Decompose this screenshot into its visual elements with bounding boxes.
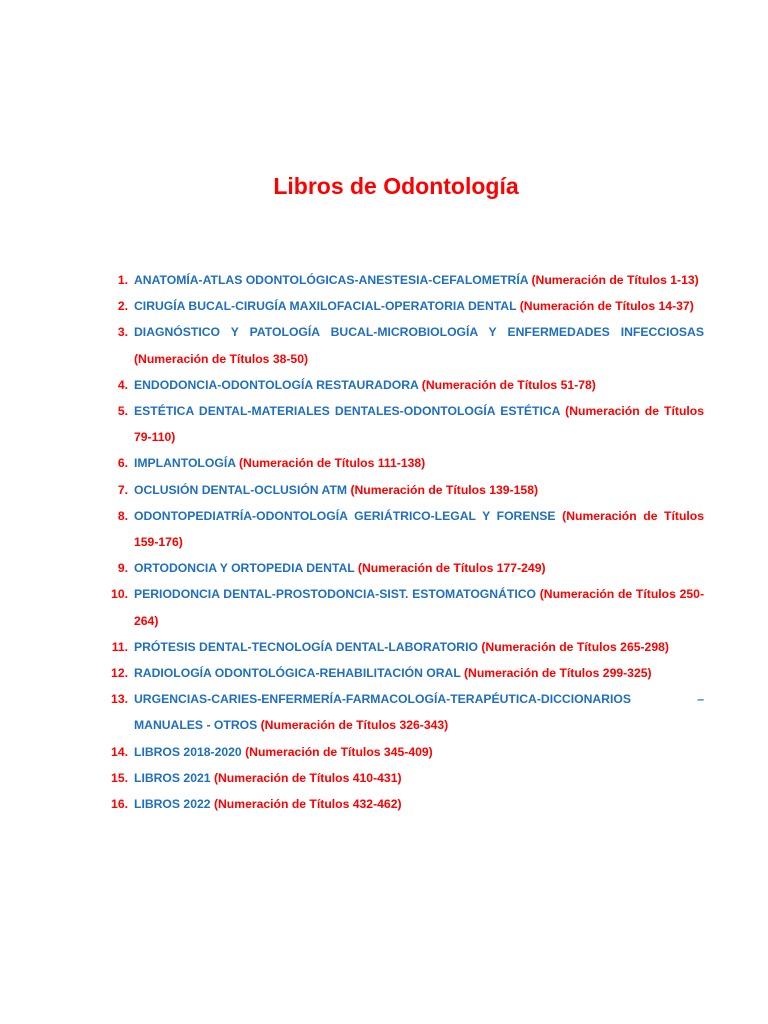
toc-item-topic-link[interactable]: ESTÉTICA DENTAL-MATERIALES DENTALES-ODONTOLOGÍA ESTÉTICA — [134, 404, 561, 419]
toc-item-topic-link[interactable]: CIRUGÍA BUCAL-CIRUGÍA MAXILOFACIAL-OPERATORIA DENTAL — [134, 299, 517, 314]
toc-item-number: 16. — [111, 797, 128, 812]
toc-item-topic-link[interactable]: OCLUSIÓN DENTAL-OCLUSIÓN ATM — [134, 482, 348, 497]
toc-item-range: (Numeración de Títulos 432-462) — [213, 797, 402, 812]
toc-item-number: 8. — [117, 508, 128, 523]
toc-item-range: (Numeración de Títulos 79-110) — [134, 404, 705, 445]
toc-item-number: 1. — [117, 273, 128, 287]
toc-item-number: 9. — [117, 561, 128, 576]
toc-item-topic-link[interactable]: ODONTOPEDIATRÍA-ODONTOLOGÍA GERIÁTRICO-LEGAL Y FORENSE — [134, 508, 556, 523]
toc-item-number: 4. — [117, 377, 128, 392]
toc-item-topic-link[interactable]: DIAGNÓSTICO Y PATOLOGÍA BUCAL-MICROBIOLOGÍA Y ENFERMEDADES INFECCIOSAS — [134, 325, 704, 340]
toc-item-12 — [108, 660, 704, 686]
toc-item-topic-link[interactable]: ANATOMÍA-ATLAS ODONTOLÓGICAS-ANESTESIA-CEFALOMETRÍA — [134, 273, 529, 287]
toc-item-1 — [108, 267, 704, 293]
toc-item-topic-link[interactable]: LIBROS 2021 — [134, 770, 211, 785]
toc-item-number: 6. — [117, 456, 128, 471]
toc-item-number: 10. — [111, 587, 128, 602]
toc-item-9 — [108, 555, 704, 581]
toc-item-5 — [108, 398, 704, 450]
toc-item-range: (Numeración de Títulos 139-158) — [350, 482, 539, 497]
toc-item-range: (Numeración de Títulos 51-78) — [421, 377, 596, 392]
toc-item-range: (Numeración de Títulos 265-298) — [481, 639, 669, 654]
toc-item-14 — [108, 739, 704, 765]
toc-item-number: 13. — [111, 692, 128, 707]
toc-item-11 — [108, 634, 704, 660]
toc-item-range: (Numeración de Títulos 410-431) — [213, 770, 402, 785]
toc-item-range: (Numeración de Títulos 111-138) — [238, 456, 426, 471]
toc-item-number: 2. — [117, 299, 128, 314]
toc-item-range: (Numeración de Títulos 14-37) — [519, 299, 694, 314]
toc-item-4 — [108, 372, 704, 398]
toc-item-range: (Numeración de Títulos 159-176) — [134, 508, 705, 550]
toc-item-range: (Numeración de Títulos 38-50) — [134, 351, 309, 366]
toc-item-topic-link[interactable]: URGENCIAS-CARIES-ENFERMERÍA-FARMACOLOGÍA-TERAPÉUTICA-DICCIONARIOS – MANUALES - OTROS — [134, 692, 704, 733]
toc-item-range: (Numeración de Títulos 299-325) — [463, 666, 652, 681]
toc-item-topic-link[interactable]: PRÓTESIS DENTAL-TECNOLOGÍA DENTAL-LABORATORIO — [134, 639, 478, 654]
toc-item-range: (Numeración de Títulos 345-409) — [245, 744, 433, 759]
toc-item-range: (Numeración de Títulos 250-264) — [134, 587, 705, 628]
toc-item-topic-link[interactable]: IMPLANTOLOGÍA — [134, 456, 236, 471]
toc-item-number: 12. — [111, 666, 128, 681]
toc-item-number: 11. — [111, 639, 128, 654]
page-title: Libros de Odontología — [273, 173, 519, 199]
toc-item-number: 14. — [111, 744, 128, 759]
toc-item-topic-link[interactable]: LIBROS 2022 — [134, 797, 211, 812]
toc-item-number: 15. — [111, 770, 128, 785]
toc-item-7 — [108, 477, 704, 503]
table-of-contents — [108, 267, 704, 817]
toc-item-topic-link[interactable]: PERIODONCIA DENTAL-PROSTODONCIA-SIST. ESTOMATOGNÁTICO — [134, 587, 536, 602]
toc-item-topic-link[interactable]: RADIOLOGÍA ODONTOLÓGICA-REHABILITACIÓN ORAL — [134, 666, 461, 681]
toc-item-topic-link[interactable]: ORTODONCIA Y ORTOPEDIA DENTAL — [134, 561, 355, 576]
toc-item-10 — [108, 581, 704, 633]
toc-item-8 — [108, 503, 704, 555]
toc-item-15 — [108, 765, 704, 791]
toc-item-6 — [108, 450, 704, 476]
toc-item-16 — [108, 791, 704, 817]
toc-item-13 — [108, 686, 704, 738]
toc-item-range: (Numeración de Títulos 1-13) — [531, 273, 699, 287]
toc-item-number: 5. — [117, 404, 128, 419]
toc-item-number: 7. — [117, 482, 128, 497]
toc-item-2 — [108, 293, 704, 319]
toc-item-number: 3. — [117, 325, 128, 340]
toc-item-range: (Numeración de Títulos 177-249) — [357, 561, 546, 576]
toc-item-topic-link[interactable]: ENDODONCIA-ODONTOLOGÍA RESTAURADORA — [134, 377, 419, 392]
toc-item-topic-link[interactable]: LIBROS 2018-2020 — [134, 744, 242, 759]
toc-item-3 — [108, 319, 704, 371]
toc-item-range: (Numeración de Títulos 326-343) — [260, 718, 449, 733]
